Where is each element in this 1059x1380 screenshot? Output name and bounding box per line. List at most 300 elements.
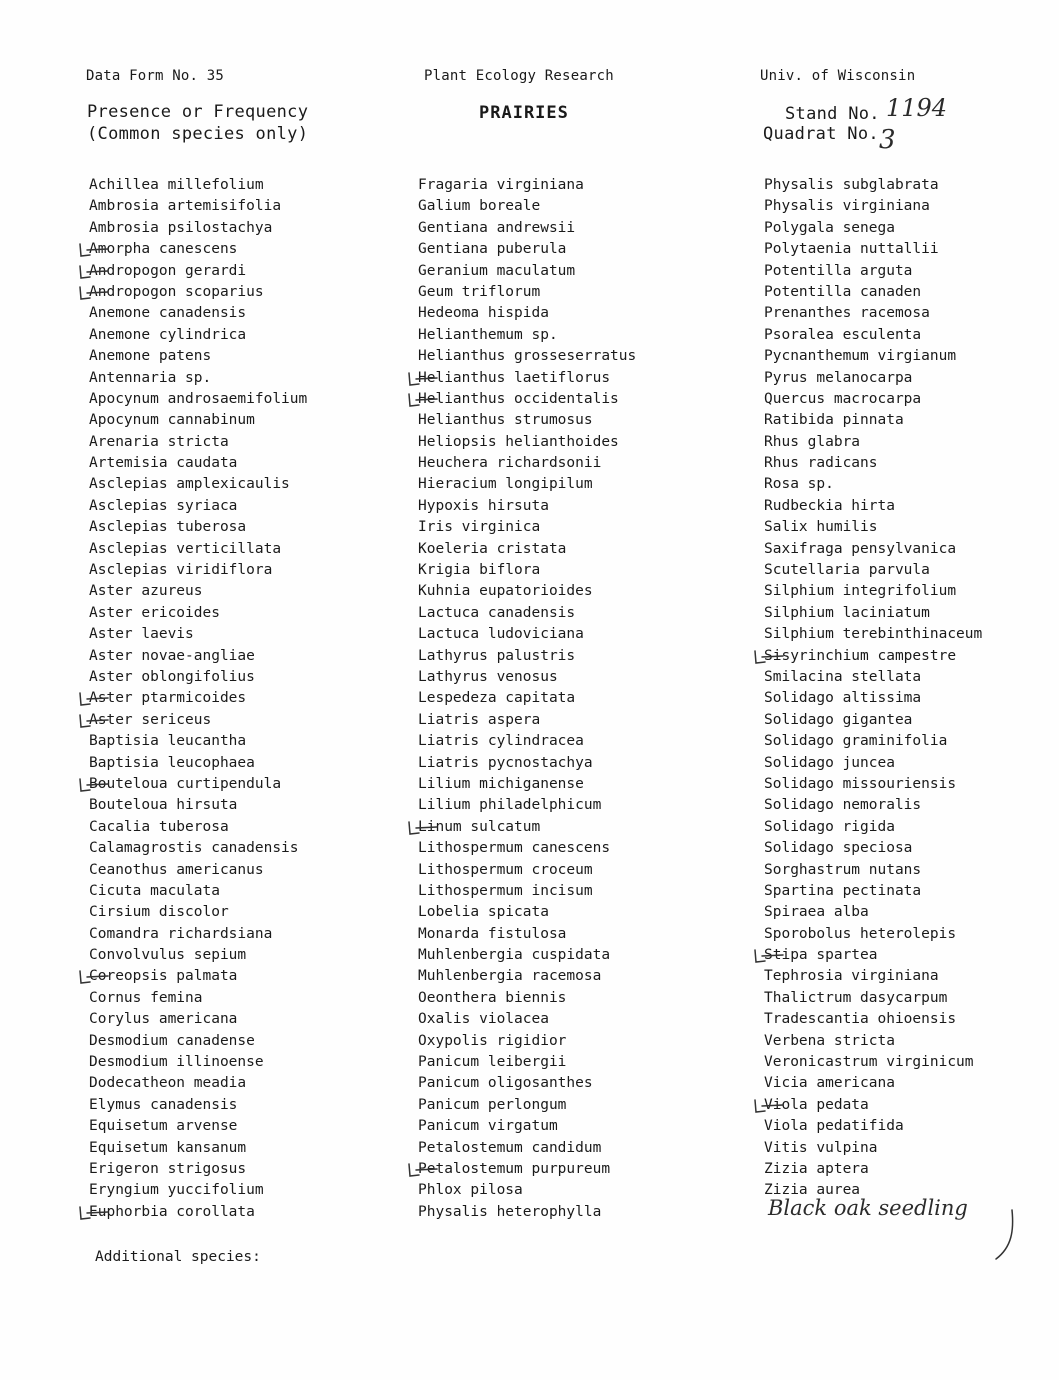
species-name: Viola pedatifida bbox=[764, 1118, 904, 1135]
species-name: Asclepias amplexicaulis bbox=[89, 476, 290, 493]
species-item bbox=[418, 646, 636, 667]
species-name: Fragaria virginiana bbox=[418, 177, 584, 193]
species-name: Pycnanthemum virgianum bbox=[764, 348, 957, 365]
check-mark-icon bbox=[78, 1205, 118, 1221]
species-name: Bouteloua hirsuta bbox=[89, 797, 238, 814]
species-item bbox=[418, 988, 636, 1009]
species-item bbox=[89, 453, 307, 474]
species-name: Apocynum androsaemifolium bbox=[89, 390, 308, 407]
species-item bbox=[89, 881, 307, 902]
species-name: Comandra richardsiana bbox=[89, 925, 273, 942]
species-name: Aster ericoides bbox=[89, 604, 220, 621]
species-name: Asclepias viridiflora bbox=[89, 562, 273, 579]
species-name: Anemone patens bbox=[89, 348, 212, 365]
species-item bbox=[89, 282, 307, 303]
species-item bbox=[418, 860, 636, 881]
species-name: Vitis vulpina bbox=[764, 1139, 878, 1156]
species-item bbox=[764, 432, 982, 453]
species-item bbox=[89, 924, 307, 945]
species-name: Oxalis violacea bbox=[418, 1011, 549, 1028]
check-mark-icon bbox=[407, 371, 447, 387]
species-name: Panicum oligosanthes bbox=[418, 1075, 593, 1092]
species-item bbox=[89, 218, 307, 239]
species-name: Lathyrus palustris bbox=[418, 647, 576, 664]
species-item bbox=[89, 1095, 307, 1116]
species-name: Oxypolis rigidior bbox=[418, 1032, 567, 1049]
species-name: Calamagrostis canadensis bbox=[89, 840, 299, 857]
species-name: Cicuta maculata bbox=[89, 882, 220, 899]
check-mark-icon bbox=[78, 777, 118, 793]
species-name: Helianthus occidentalis bbox=[418, 390, 619, 407]
species-name: Solidago gigantea bbox=[764, 711, 913, 728]
species-name: Cacalia tuberosa bbox=[89, 818, 229, 835]
species-item bbox=[764, 1073, 982, 1094]
species-item bbox=[764, 496, 982, 517]
species-item bbox=[418, 368, 636, 389]
species-item bbox=[89, 239, 307, 260]
species-name: Desmodium illinoense bbox=[89, 1054, 264, 1071]
species-name: Verbena stricta bbox=[764, 1032, 895, 1049]
check-mark-icon bbox=[407, 820, 447, 836]
species-name: Geranium maculatum bbox=[418, 262, 576, 279]
species-name: Lactuca canadensis bbox=[418, 604, 576, 621]
species-column-1 bbox=[89, 175, 307, 1223]
species-item bbox=[764, 966, 982, 987]
species-item bbox=[89, 860, 307, 881]
species-name: Asclepias syriaca bbox=[89, 497, 238, 514]
species-item bbox=[418, 496, 636, 517]
species-name: Geum triflorum bbox=[418, 283, 541, 300]
species-item bbox=[418, 389, 636, 410]
species-name: Panicum leibergii bbox=[418, 1054, 567, 1071]
species-name: Potentilla arguta bbox=[764, 262, 913, 279]
species-name: Oeonthera biennis bbox=[418, 989, 567, 1006]
species-name: Andropogon scoparius bbox=[89, 283, 264, 300]
species-name: Veronicastrum virginicum bbox=[764, 1054, 974, 1071]
species-item bbox=[89, 539, 307, 560]
species-name: Achillea millefolium bbox=[89, 177, 264, 193]
species-name: Kuhnia eupatorioides bbox=[418, 583, 593, 600]
species-name: Ambrosia psilostachya bbox=[89, 219, 273, 236]
check-mark-icon bbox=[78, 242, 118, 258]
species-item bbox=[89, 817, 307, 838]
species-name: Muhlenbergia cuspidata bbox=[418, 947, 611, 964]
species-name: Lespedeza capitata bbox=[418, 690, 576, 707]
species-item bbox=[418, 838, 636, 859]
species-name: Salix humilis bbox=[764, 519, 878, 536]
species-item bbox=[89, 325, 307, 346]
species-item bbox=[89, 1073, 307, 1094]
species-item bbox=[89, 667, 307, 688]
species-item bbox=[764, 325, 982, 346]
species-item bbox=[418, 539, 636, 560]
species-name: Aster novae-angliae bbox=[89, 647, 255, 664]
species-name: Galium boreale bbox=[418, 198, 541, 215]
species-item bbox=[89, 432, 307, 453]
species-item bbox=[764, 539, 982, 560]
species-name: Eryngium yuccifolium bbox=[89, 1182, 264, 1199]
species-name: Lobelia spicata bbox=[418, 904, 549, 921]
species-item bbox=[418, 924, 636, 945]
species-name: Iris virginica bbox=[418, 519, 541, 536]
species-name: Helianthus grosseserratus bbox=[418, 348, 637, 365]
species-item bbox=[89, 196, 307, 217]
species-item bbox=[418, 560, 636, 581]
species-item bbox=[764, 1159, 982, 1180]
check-mark-icon bbox=[753, 649, 793, 665]
species-item bbox=[418, 688, 636, 709]
quadrat-number-handwritten: 3 bbox=[879, 125, 896, 155]
species-item bbox=[764, 902, 982, 923]
species-item bbox=[764, 581, 982, 602]
species-name: Physalis subglabrata bbox=[764, 177, 939, 193]
species-item bbox=[418, 1095, 636, 1116]
form-number: Data Form No. 35 bbox=[86, 68, 225, 84]
species-item bbox=[418, 218, 636, 239]
check-mark-icon bbox=[78, 969, 118, 985]
check-mark-icon bbox=[78, 285, 118, 301]
species-name: Helianthus laetiflorus bbox=[418, 369, 611, 386]
species-name: Corylus americana bbox=[89, 1011, 238, 1028]
additional-species-label: Additional species: bbox=[95, 1249, 261, 1265]
species-item bbox=[764, 453, 982, 474]
species-item bbox=[764, 196, 982, 217]
species-name: Spiraea alba bbox=[764, 904, 869, 921]
species-name: Polytaenia nuttallii bbox=[764, 241, 939, 258]
species-name: Equisetum kansanum bbox=[89, 1139, 247, 1156]
species-item bbox=[418, 1116, 636, 1137]
species-item bbox=[764, 1052, 982, 1073]
species-item bbox=[764, 474, 982, 495]
check-mark-icon bbox=[407, 1162, 447, 1178]
species-name: Lathyrus venosus bbox=[418, 668, 558, 685]
handwritten-note: Black oak seedling bbox=[768, 1196, 968, 1220]
species-item bbox=[89, 1138, 307, 1159]
species-item bbox=[89, 902, 307, 923]
quadrat-label: Quadrat No. bbox=[763, 124, 879, 144]
species-name: Viola pedata bbox=[764, 1096, 869, 1113]
species-name: Panicum virgatum bbox=[418, 1118, 558, 1135]
species-item bbox=[764, 368, 982, 389]
species-name: Lithospermum incisum bbox=[418, 882, 593, 899]
species-item bbox=[89, 624, 307, 645]
species-name: Elymus canadensis bbox=[89, 1096, 238, 1113]
species-item bbox=[764, 817, 982, 838]
species-item bbox=[764, 603, 982, 624]
species-name: Helianthus strumosus bbox=[418, 412, 593, 429]
species-name: Lactuca ludoviciana bbox=[418, 626, 584, 643]
species-item bbox=[764, 710, 982, 731]
species-item bbox=[89, 731, 307, 752]
species-name: Aster sericeus bbox=[89, 711, 212, 728]
species-item bbox=[764, 517, 982, 538]
species-item bbox=[89, 945, 307, 966]
species-item bbox=[418, 196, 636, 217]
species-name: Psoralea esculenta bbox=[764, 326, 922, 343]
species-name: Petalostemum candidum bbox=[418, 1139, 602, 1156]
species-column-2 bbox=[418, 175, 636, 1223]
species-item bbox=[89, 560, 307, 581]
species-name: Apocynum cannabinum bbox=[89, 412, 255, 429]
species-item bbox=[418, 774, 636, 795]
species-name: Panicum perlongum bbox=[418, 1096, 567, 1113]
species-item bbox=[418, 453, 636, 474]
species-name: Sorghastrum nutans bbox=[764, 861, 922, 878]
species-name: Erigeron strigosus bbox=[89, 1160, 247, 1177]
species-item bbox=[89, 1116, 307, 1137]
species-name: Liatris aspera bbox=[418, 711, 541, 728]
species-name: Solidago speciosa bbox=[764, 840, 913, 857]
species-name: Cirsium discolor bbox=[89, 904, 229, 921]
species-name: Aster laevis bbox=[89, 626, 194, 643]
species-item bbox=[764, 1009, 982, 1030]
species-item bbox=[764, 881, 982, 902]
species-name: Monarda fistulosa bbox=[418, 925, 567, 942]
species-item bbox=[764, 410, 982, 431]
species-item bbox=[418, 325, 636, 346]
species-name: Quercus macrocarpa bbox=[764, 390, 922, 407]
species-name: Amorpha canescens bbox=[89, 241, 238, 258]
form-title-line1: Presence or Frequency bbox=[87, 102, 309, 122]
species-name: Baptisia leucantha bbox=[89, 733, 247, 750]
species-item bbox=[764, 560, 982, 581]
species-item bbox=[418, 902, 636, 923]
species-item bbox=[418, 261, 636, 282]
species-name: Silphium terebinthinaceum bbox=[764, 626, 983, 643]
check-mark-icon bbox=[78, 691, 118, 707]
category-title: PRAIRIES bbox=[479, 103, 569, 123]
species-name: Liatris cylindracea bbox=[418, 733, 584, 750]
species-name: Solidago juncea bbox=[764, 754, 895, 771]
species-item bbox=[764, 688, 982, 709]
species-item bbox=[764, 218, 982, 239]
species-name: Dodecatheon meadia bbox=[89, 1075, 247, 1092]
species-item bbox=[418, 239, 636, 260]
species-name: Polygala senega bbox=[764, 219, 895, 236]
species-name: Stipa spartea bbox=[764, 947, 878, 964]
species-name: Heliopsis helianthoides bbox=[418, 433, 619, 450]
species-item bbox=[418, 581, 636, 602]
species-item bbox=[89, 603, 307, 624]
species-item bbox=[418, 517, 636, 538]
species-item bbox=[764, 624, 982, 645]
species-item bbox=[418, 432, 636, 453]
species-item bbox=[418, 731, 636, 752]
species-item bbox=[764, 924, 982, 945]
species-item bbox=[418, 346, 636, 367]
species-item bbox=[764, 1138, 982, 1159]
species-item bbox=[764, 753, 982, 774]
species-item bbox=[418, 1180, 636, 1201]
species-name: Vicia americana bbox=[764, 1075, 895, 1092]
check-mark-icon bbox=[78, 713, 118, 729]
species-name: Rhus radicans bbox=[764, 455, 878, 472]
species-name: Hedeoma hispida bbox=[418, 305, 549, 322]
species-item bbox=[418, 881, 636, 902]
species-name: Ambrosia artemisifolia bbox=[89, 198, 282, 215]
species-item bbox=[418, 474, 636, 495]
species-item bbox=[89, 261, 307, 282]
species-name: Ceanothus americanus bbox=[89, 861, 264, 878]
species-item bbox=[89, 710, 307, 731]
species-item bbox=[764, 346, 982, 367]
species-name: Anemone canadensis bbox=[89, 305, 247, 322]
species-item bbox=[764, 1095, 982, 1116]
species-item bbox=[89, 988, 307, 1009]
species-item bbox=[89, 517, 307, 538]
species-name: Zizia aptera bbox=[764, 1160, 869, 1177]
species-name: Saxifraga pensylvanica bbox=[764, 540, 957, 557]
species-item bbox=[764, 945, 982, 966]
species-name: Smilacina stellata bbox=[764, 668, 922, 685]
species-item bbox=[418, 1052, 636, 1073]
species-item bbox=[418, 410, 636, 431]
species-item bbox=[89, 346, 307, 367]
species-item bbox=[418, 1202, 636, 1223]
species-item bbox=[89, 368, 307, 389]
species-name: Rudbeckia hirta bbox=[764, 497, 895, 514]
species-item bbox=[418, 175, 636, 196]
species-name: Hieracium longipilum bbox=[418, 476, 593, 493]
species-item bbox=[89, 688, 307, 709]
species-item bbox=[764, 282, 982, 303]
species-name: Krigia biflora bbox=[418, 562, 541, 579]
species-name: Sporobolus heterolepis bbox=[764, 925, 957, 942]
species-name: Antennaria sp. bbox=[89, 369, 212, 386]
species-name: Heuchera richardsonii bbox=[418, 455, 602, 472]
species-item bbox=[764, 1116, 982, 1137]
species-name: Muhlenbergia racemosa bbox=[418, 968, 602, 985]
species-name: Scutellaria parvula bbox=[764, 562, 930, 579]
species-name: Thalictrum dasycarpum bbox=[764, 989, 948, 1006]
species-name: Ratibida pinnata bbox=[764, 412, 904, 429]
species-item bbox=[764, 261, 982, 282]
species-name: Prenanthes racemosa bbox=[764, 305, 930, 322]
species-item bbox=[418, 710, 636, 731]
species-item bbox=[418, 667, 636, 688]
species-item bbox=[418, 1159, 636, 1180]
species-item bbox=[764, 731, 982, 752]
species-name: Aster azureus bbox=[89, 583, 203, 600]
species-name: Asclepias verticillata bbox=[89, 540, 282, 557]
species-name: Phlox pilosa bbox=[418, 1182, 523, 1199]
species-name: Spartina pectinata bbox=[764, 882, 922, 899]
university-name: Univ. of Wisconsin bbox=[760, 68, 916, 84]
species-name: Andropogon gerardi bbox=[89, 262, 247, 279]
species-item bbox=[418, 1031, 636, 1052]
species-name: Pyrus melanocarpa bbox=[764, 369, 913, 386]
species-name: Linum sulcatum bbox=[418, 818, 541, 835]
species-name: Lithospermum canescens bbox=[418, 840, 611, 857]
species-name: Euphorbia corollata bbox=[89, 1203, 255, 1220]
species-item bbox=[89, 1031, 307, 1052]
species-item bbox=[764, 389, 982, 410]
species-name: Tradescantia ohioensis bbox=[764, 1011, 957, 1028]
species-name: Solidago missouriensis bbox=[764, 775, 957, 792]
species-item bbox=[764, 860, 982, 881]
species-name: Rhus glabra bbox=[764, 433, 861, 450]
species-name: Equisetum arvense bbox=[89, 1118, 238, 1135]
species-name: Solidago nemoralis bbox=[764, 797, 922, 814]
species-item bbox=[89, 175, 307, 196]
species-name: Tephrosia virginiana bbox=[764, 968, 939, 985]
species-item bbox=[89, 1159, 307, 1180]
check-mark-icon bbox=[78, 264, 118, 280]
species-item bbox=[418, 1009, 636, 1030]
species-item bbox=[764, 646, 982, 667]
species-name: Lilium michiganense bbox=[418, 775, 584, 792]
species-item bbox=[764, 774, 982, 795]
species-item bbox=[764, 303, 982, 324]
species-item bbox=[764, 239, 982, 260]
species-name: Convolvulus sepium bbox=[89, 947, 247, 964]
species-item bbox=[764, 988, 982, 1009]
check-mark-icon bbox=[753, 1098, 793, 1114]
species-name: Gentiana andrewsii bbox=[418, 219, 576, 236]
species-name: Zizia aurea bbox=[764, 1182, 861, 1199]
species-name: Asclepias tuberosa bbox=[89, 519, 247, 536]
species-name: Aster ptarmicoides bbox=[89, 690, 247, 707]
species-name: Helianthemum sp. bbox=[418, 326, 558, 343]
species-item bbox=[418, 624, 636, 645]
species-item bbox=[764, 795, 982, 816]
species-name: Arenaria stricta bbox=[89, 433, 229, 450]
species-item bbox=[89, 1052, 307, 1073]
species-item bbox=[89, 303, 307, 324]
species-item bbox=[89, 410, 307, 431]
species-name: Hypoxis hirsuta bbox=[418, 497, 549, 514]
species-item bbox=[89, 496, 307, 517]
species-item bbox=[89, 1009, 307, 1030]
species-name: Rosa sp. bbox=[764, 476, 834, 493]
species-name: Artemisia caudata bbox=[89, 455, 238, 472]
species-name: Solidago altissima bbox=[764, 690, 922, 707]
check-mark-icon bbox=[753, 948, 793, 964]
species-name: Coreopsis palmata bbox=[89, 968, 238, 985]
species-item bbox=[418, 282, 636, 303]
species-name: Lilium philadelphicum bbox=[418, 797, 602, 814]
species-name: Solidago graminifolia bbox=[764, 733, 948, 750]
species-item bbox=[764, 838, 982, 859]
species-item bbox=[418, 945, 636, 966]
species-item bbox=[418, 817, 636, 838]
stand-label: Stand No. bbox=[785, 104, 880, 124]
species-item bbox=[89, 1180, 307, 1201]
research-title: Plant Ecology Research bbox=[424, 68, 614, 84]
species-item bbox=[89, 753, 307, 774]
species-name: Physalis heterophylla bbox=[418, 1203, 602, 1220]
species-name: Sisyrinchium campestre bbox=[764, 647, 957, 664]
species-name: Koeleria cristata bbox=[418, 540, 567, 557]
check-mark-icon bbox=[407, 392, 447, 408]
species-item bbox=[89, 774, 307, 795]
species-name: Silphium integrifolium bbox=[764, 583, 957, 600]
species-name: Gentiana puberula bbox=[418, 241, 567, 258]
species-item bbox=[418, 795, 636, 816]
species-item bbox=[418, 753, 636, 774]
species-name: Baptisia leucophaea bbox=[89, 754, 255, 771]
species-item bbox=[418, 303, 636, 324]
species-item bbox=[418, 1073, 636, 1094]
handwritten-bracket bbox=[990, 1205, 1020, 1265]
species-item bbox=[418, 966, 636, 987]
species-item bbox=[89, 966, 307, 987]
species-item bbox=[89, 795, 307, 816]
form-title-line2: (Common species only) bbox=[87, 124, 309, 144]
species-item bbox=[89, 389, 307, 410]
species-item bbox=[764, 175, 982, 196]
species-item bbox=[418, 603, 636, 624]
